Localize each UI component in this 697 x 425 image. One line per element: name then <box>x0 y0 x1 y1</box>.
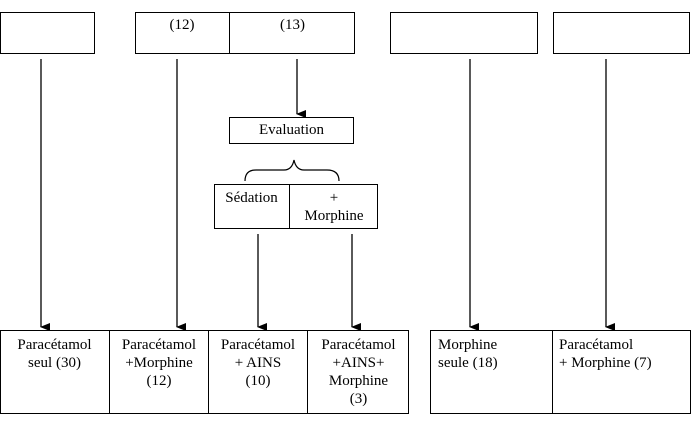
result-paracetamol-morphine-7: Paracétamol + Morphine (7) <box>559 337 652 371</box>
result-paracetamol-seul: Paracétamol seul (30) <box>17 337 92 371</box>
evaluation-label: Evaluation <box>259 122 324 138</box>
bottom-divider-4 <box>552 330 553 414</box>
result-morphine-seule: Morphine seule (18) <box>438 337 498 371</box>
top-box-3 <box>390 12 538 54</box>
result-paracetamol-ains: Paracétamol + AINS (10) <box>220 337 296 389</box>
plus-morphine-label: + Morphine <box>304 190 364 224</box>
result-paracetamol-morphine: Paracétamol +Morphine (12) <box>121 337 197 389</box>
top-box-1 <box>0 12 95 54</box>
top-box-4 <box>553 12 690 54</box>
result-paracetamol-ains-morphine: Paracétamol +AINS+ Morphine (3) <box>321 337 396 407</box>
brace <box>245 160 339 181</box>
top-box-12-label: (12) <box>169 17 195 33</box>
sedation-label: Sédation <box>225 190 278 206</box>
top-box-13-label: (13) <box>280 17 305 33</box>
